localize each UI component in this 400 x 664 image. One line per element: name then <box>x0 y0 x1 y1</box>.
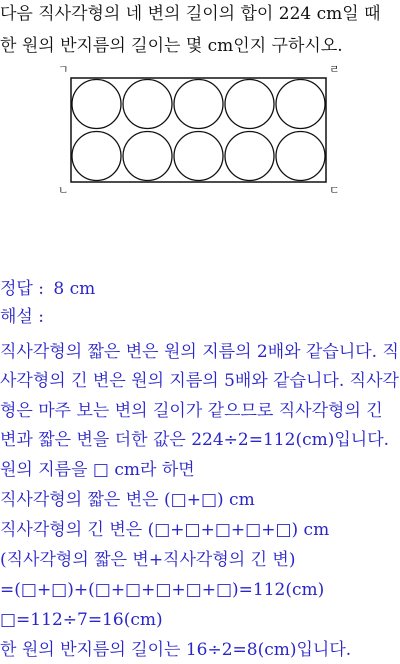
rectangle-circles-figure <box>0 0 400 200</box>
circle <box>276 132 325 181</box>
circle <box>174 132 223 181</box>
explanation-line: 한 원의 반지름의 길이는 16÷2=8(cm)입니다. <box>0 640 352 660</box>
explanation-line: 직사각형의 긴 변은 (□+□+□+□+□) cm <box>0 520 330 540</box>
circle-grid <box>72 80 325 181</box>
explanation-line: 직사각형의 짧은 변은 원의 지름의 2배와 같습니다. 직 <box>0 342 399 362</box>
circle <box>174 80 223 129</box>
question-line-1: 다음 직사각형의 네 변의 길이의 합이 224 cm일 때 <box>0 4 381 24</box>
answer-line <box>0 278 95 300</box>
explanation-line: 형은 마주 보는 변의 길이가 같으므로 직사각형의 긴 <box>0 401 383 421</box>
explanation-line: 원의 지름을 □ cm라 하면 <box>0 460 195 480</box>
corner-label-top-left: ㄱ <box>58 63 69 76</box>
rectangle <box>71 78 326 182</box>
explanation-line: (직사각형의 짧은 변+직사각형의 긴 변) <box>0 550 296 570</box>
circle <box>225 80 274 129</box>
explanation-line: 변과 짧은 변을 더한 값은 224÷2=112(cm)입니다. <box>0 430 390 450</box>
circle <box>123 80 172 129</box>
answer-label: 정답 : <box>0 279 44 299</box>
explanation-label: 해설 : <box>0 307 44 327</box>
question-line-2: 한 원의 반지름의 길이는 몇 cm인지 구하시오. <box>0 36 343 56</box>
corner-label-bottom-right: ㄷ <box>329 184 340 197</box>
circle <box>225 132 274 181</box>
circle <box>72 132 121 181</box>
circle <box>72 80 121 129</box>
explanation-line: 직사각형의 짧은 변은 (□+□) cm <box>0 490 255 510</box>
corner-label-top-right: ㄹ <box>329 63 340 76</box>
explanation-line: =(□+□)+(□+□+□+□+□)=112(cm) <box>0 580 325 600</box>
circle <box>276 80 325 129</box>
answer-value: 8 cm <box>53 279 96 299</box>
explanation-line: 사각형의 긴 변은 원의 지름의 5배와 같습니다. 직사각 <box>0 371 399 391</box>
explanation-line: □=112÷7=16(cm) <box>0 610 163 630</box>
circle <box>123 132 172 181</box>
corner-label-bottom-left: ㄴ <box>58 184 69 197</box>
